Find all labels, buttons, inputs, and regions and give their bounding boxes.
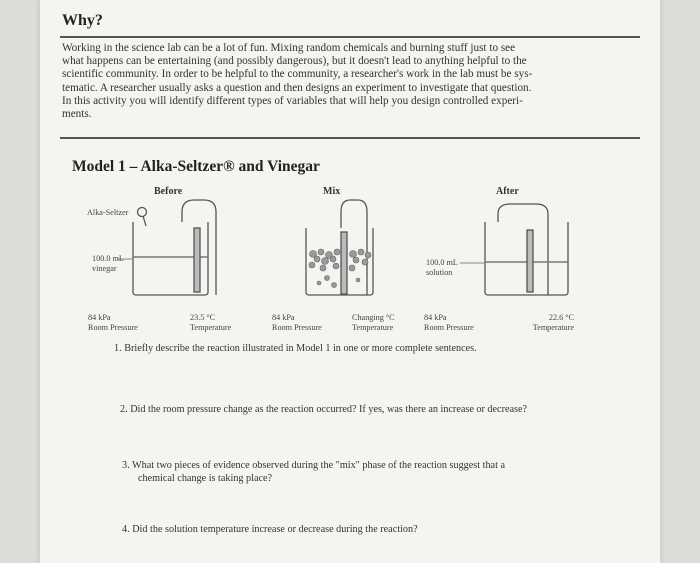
after-pressure-value: 84 kPa: [424, 313, 447, 322]
after-temperature-caption: Temperature: [532, 322, 574, 332]
why-line: what happens can be entertaining (and possibly dangerous), but it doesn't lead to anything helpful to the: [62, 55, 527, 68]
vinegar-volume-label: [92, 254, 124, 273]
before-temperature-label: [190, 313, 231, 332]
vinegar-name: vinegar: [92, 263, 117, 273]
after-pressure-label: [424, 313, 474, 332]
mix-temperature-caption: Temperature: [352, 322, 394, 332]
before-thermometer: [194, 228, 200, 292]
before-pressure-value: 84 kPa: [88, 313, 111, 322]
solution-volume: 100.0 mL: [426, 258, 458, 267]
why-line: In this activity you will identify different types of variables that will help you design controlled experi-: [62, 94, 523, 107]
after-thermometer: [527, 230, 533, 292]
solution-volume-label: [426, 258, 458, 277]
phase-before-label: Before: [154, 186, 183, 197]
question-1: 1. Briefly describe the reaction illustrated in Model 1 in one or more complete sentences.: [114, 343, 477, 354]
mix-bubbles: [309, 249, 371, 288]
mix-temperature-label: [352, 313, 395, 332]
alka-seltzer-diagram: [40, 0, 660, 563]
mix-pressure-caption: Room Pressure: [272, 322, 322, 332]
vinegar-volume: 100.0 mL: [92, 254, 124, 263]
before-temperature-value: 23.5 °C: [190, 313, 216, 322]
mix-temperature-value: Changing °C: [352, 313, 395, 322]
why-line: tematic. A researcher usually asks a question and then designs an experiment to investigate that question.: [62, 81, 532, 94]
before-pressure-caption: Room Pressure: [88, 322, 138, 332]
solution-name: solution: [426, 267, 453, 277]
mix-thermometer: [341, 232, 347, 294]
why-line: ments.: [62, 108, 92, 121]
worksheet-page: [40, 0, 660, 563]
after-temperature-label: [522, 313, 574, 332]
alka-seltzer-tablet: [138, 208, 147, 217]
after-temperature-value: 22.6 °C: [548, 313, 574, 322]
after-balloon: [498, 204, 548, 295]
question-4: 4. Did the solution temperature increase or decrease during the reaction?: [122, 524, 418, 535]
why-line: Working in the science lab can be a lot of fun. Mixing random chemicals and burning stuff just to see: [62, 42, 516, 54]
mix-pressure-value: 84 kPa: [272, 313, 295, 322]
model-title: Model 1 – Alka-Seltzer® and Vinegar: [72, 158, 320, 175]
before-pressure-label: [88, 313, 138, 332]
alka-seltzer-label: Alka-Seltzer: [87, 208, 129, 217]
after-pressure-caption: Room Pressure: [424, 322, 474, 332]
question-2: 2. Did the room pressure change as the reaction occurred? If yes, was there an increase or decrease?: [120, 404, 528, 415]
question-3: 3. What two pieces of evidence observed during the "mix" phase of the reaction suggest that a: [122, 460, 505, 471]
why-heading: Why?: [62, 12, 103, 29]
why-line: scientific community. In order to be helpful to the community, a researcher's work in the lab must be sys-: [62, 68, 533, 81]
phase-mix-label: Mix: [323, 186, 341, 197]
before-temperature-caption: Temperature: [190, 322, 232, 332]
tablet-string: [143, 216, 146, 226]
mix-pressure-label: [272, 313, 322, 332]
question-3-continued: chemical change is taking place?: [138, 473, 273, 484]
phase-after-label: After: [496, 186, 519, 197]
